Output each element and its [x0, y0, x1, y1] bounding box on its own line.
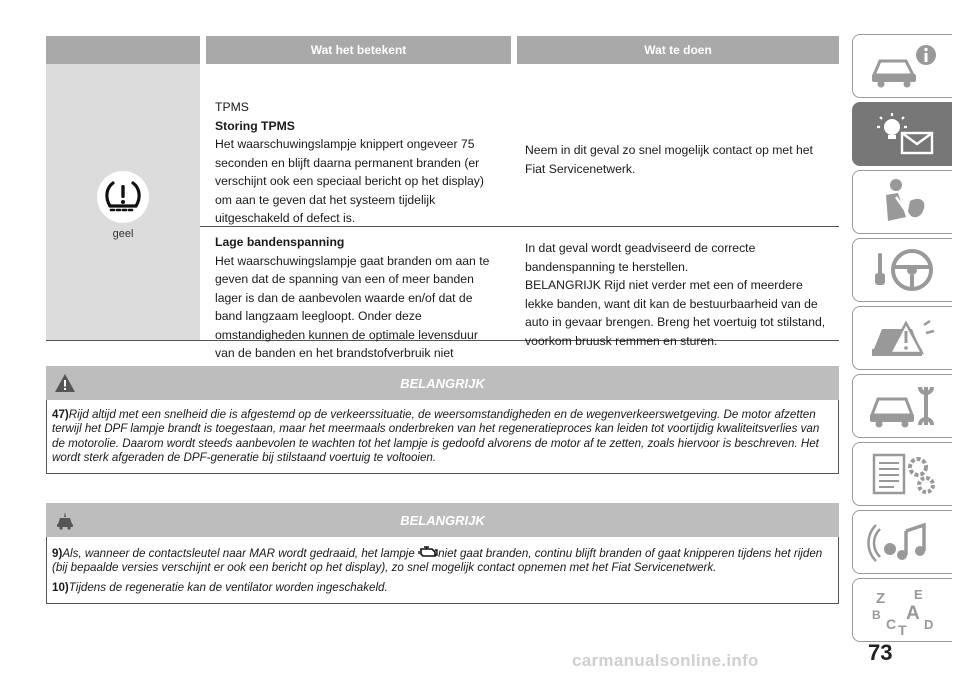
meaning-cell — [200, 64, 505, 226]
meaning-cell — [200, 227, 505, 381]
note-ref: 47) — [52, 408, 69, 421]
header-meaning: Wat het betekent — [206, 36, 511, 64]
row-title: Storing TPMS — [215, 118, 295, 133]
note-title: BELANGRIJK — [400, 375, 485, 391]
steering-wheel-icon — [866, 245, 940, 295]
action-text: Neem in dit geval zo snel mogelijk contact op met het Fiat Servicenetwerk. — [525, 143, 813, 176]
important-note-driving — [46, 366, 839, 474]
technical-data-icon — [866, 449, 940, 499]
index-letter: B — [871, 608, 881, 622]
header-action: Wat te doen — [517, 36, 839, 64]
action-text: BELANGRIJK Rijd niet verder met een of meerdere lekke banden, want dit kan de bestuurbaarheid van de auto in gevaar brengen. Breng het voertuig tot stilstand, voorkom bruusk remmen en sturen. — [525, 278, 826, 348]
car-info-icon — [866, 41, 940, 91]
tab-technical-data[interactable] — [852, 442, 952, 506]
emergency-icon — [866, 313, 940, 363]
multimedia-icon — [866, 517, 940, 567]
note-text: Als, wanneer de contactsleutel naar MAR wordt gedraaid, het lampje — [62, 547, 415, 560]
page-number: 73 — [868, 640, 893, 665]
important-note-engine — [46, 503, 839, 604]
tab-multimedia[interactable] — [852, 510, 952, 574]
table-body — [46, 64, 839, 360]
note-ref: 9) — [52, 547, 63, 560]
car-warning-icon — [54, 509, 76, 531]
note-ref: 10) — [52, 580, 69, 594]
note-header — [46, 366, 839, 400]
meaning-text: Het waarschuwingslampje gaat branden om aan te geven dat de spanning van een of meer banden lager is dan de aanbevolen waarde en/of dat de band langzaam leegloopt. Onder deze omstandigheden kunnen de optimale levensduur van de banden en het brandstofverbruik niet — [215, 253, 490, 360]
row-title: Lage bandenspanning — [215, 235, 345, 249]
table-row — [200, 227, 839, 381]
tab-emergency[interactable] — [852, 306, 952, 370]
table-header — [46, 36, 839, 64]
action-text: In dat geval wordt geadviseerd de correcte bandenspanning te herstellen. — [525, 241, 756, 274]
warning-light-table — [46, 36, 839, 360]
note-text: Tijdens de regeneratie kan de ventilator worden ingeschakeld. — [68, 580, 388, 594]
tab-maintenance[interactable] — [852, 374, 952, 438]
tpms-warning-icon — [96, 170, 150, 224]
tab-car-info[interactable] — [852, 34, 952, 98]
lamp-color-label: geel — [112, 228, 134, 240]
index-icon — [866, 585, 940, 635]
maintenance-icon — [866, 381, 940, 431]
tab-index[interactable] — [852, 578, 952, 642]
index-letter: D — [923, 617, 933, 632]
note-text: niet gaat branden, continu blijft branden of gaat knipperen tijdens het rijden (bij bepaalde versies verschijnt er ook een bericht op het display), zo snel mogelijk contact opnemen met het Fiat Servicenetwerk. — [52, 547, 823, 575]
tab-steering[interactable] — [852, 238, 952, 302]
index-letter: T — [897, 622, 907, 635]
meaning-text: Het waarschuwingslampje knippert ongeveer 75 seconden en blijft daarna permanent branden (er verschijnt ook een speciaal bericht op het display) om aan te geven dat het systeem tijdelijk uitgeschakeld of defect is. — [215, 137, 484, 225]
action-cell — [505, 64, 839, 226]
warning-lights-icon — [866, 109, 940, 159]
index-letter: C — [885, 616, 896, 632]
index-letter: Z — [875, 590, 885, 607]
system-label: TPMS — [215, 100, 249, 114]
action-cell — [505, 227, 839, 381]
lamp-cell — [46, 64, 200, 340]
index-letter: A — [905, 603, 920, 624]
note-body — [46, 400, 839, 474]
note-text: Rijd altijd met een snelheid die is afgestemd op de verkeerssituatie, de weersomstandigheden en de wegenverkeerswetgeving. De motor afzetten terwijl het DPF lampje brandt is toegestaan, maar het meermaals onderbreken van het regeneratieproces kan leiden tot voortijdig kwaliteitsverlies van de motorolie. Daarom wordt steeds aanbevolen te wachten tot het lampje is gedoofd alvorens de motor af te zetten, zoals hiervoor is beschreven. Het wordt sterk afgeraden de DPF-generatie bij stilstaand voertuig te voltooien. — [52, 408, 820, 464]
tab-safety[interactable] — [852, 170, 952, 234]
table-rows — [200, 64, 839, 360]
tab-warning-lights[interactable] — [852, 102, 952, 166]
note-body — [46, 537, 839, 604]
note-title: BELANGRIJK — [400, 512, 485, 528]
warning-triangle-icon — [54, 372, 76, 394]
header-blank-cell — [46, 36, 200, 64]
table-row — [200, 64, 839, 227]
safety-icon — [866, 177, 940, 227]
engine-check-icon — [418, 545, 438, 559]
footer-watermark: carmanualsonline.info — [572, 651, 759, 670]
note-header — [46, 503, 839, 537]
index-letter: E — [913, 587, 923, 602]
chapter-tabs — [852, 34, 952, 646]
